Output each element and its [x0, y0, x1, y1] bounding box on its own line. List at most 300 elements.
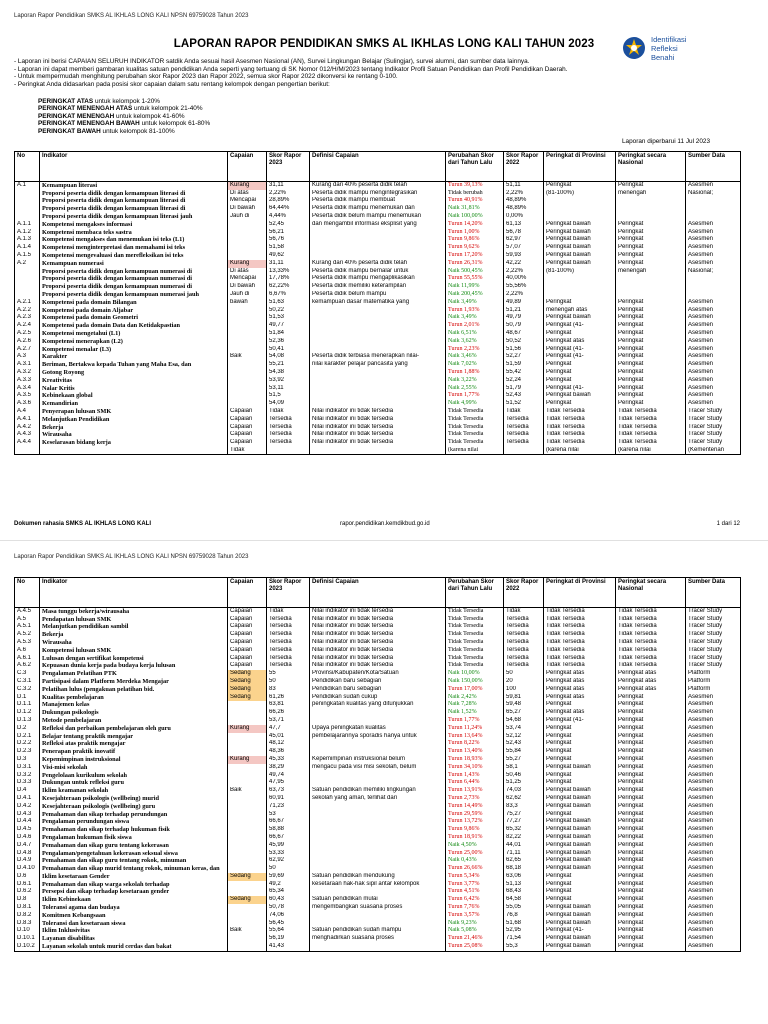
cell-sumber-data: Asesmen — [686, 346, 741, 354]
cell-sumber-data: Asesmen — [686, 260, 741, 268]
table-row — [15, 686, 741, 694]
col-header-peringkat-nasional: Peringkat secara Nasional — [616, 578, 686, 608]
table-row — [15, 400, 741, 408]
table-row — [15, 779, 741, 787]
cell-no — [15, 205, 40, 213]
cell-peringkat-nasional: Peringkat — [616, 811, 686, 819]
cell-indikator: Proporsi peserta didik dengan kemampuan numerasi di — [40, 283, 228, 291]
cell-no: D.10.1 — [15, 935, 40, 943]
cell-skor-2023: 56,76 — [267, 236, 310, 244]
cell-indikator: Pemahaman dan sikap guru tentang rokok, minuman — [40, 857, 228, 865]
cell-skor-2023: 56,45 — [267, 920, 310, 928]
cell-definisi: Nilai indikator ini tidak tersedia — [310, 647, 446, 655]
cell-peringkat-provinsi: Peringkat — [544, 330, 616, 338]
cell-skor-2023: 54,38 — [267, 369, 310, 377]
cell-definisi — [310, 826, 446, 834]
table-row — [15, 275, 741, 283]
ranking-level: PERINGKAT MENENGAH BAWAH untuk kelompok 61-80% — [38, 120, 211, 128]
cell-indikator: Dukungan untuk refleksi guru — [40, 779, 228, 787]
cell-sumber-data: Tracer Study — [686, 408, 741, 416]
cell-perubahan: Turun 17,20% — [446, 252, 504, 260]
cell-peringkat-provinsi: Tidak Tersedia — [544, 408, 616, 416]
cell-indikator: Metode pembelajaran — [40, 717, 228, 725]
cell-capaian — [228, 935, 267, 943]
cell-capaian: Capaian — [228, 647, 267, 655]
cell-perubahan: Turun 34,10% — [446, 764, 504, 772]
cell-indikator: Kompetensi membaca teks sastra — [40, 229, 228, 237]
cell-skor-2022: 55,56% — [504, 283, 544, 291]
cell-definisi: Satuan pendidikan mendukung — [310, 873, 446, 881]
cell-perubahan: Naik 9,23% — [446, 920, 504, 928]
cell-indikator: Toleransi dan kesetaraan siswa — [40, 920, 228, 928]
cell-skor-2022: 2,22% — [504, 268, 544, 276]
table-row — [15, 346, 741, 354]
cell-indikator: Kompetensi pada domain Aljabar — [40, 307, 228, 315]
cell-peringkat-nasional: Tidak Tersedia — [616, 416, 686, 424]
cell-peringkat-provinsi: Peringkat bawah — [544, 943, 616, 951]
cell-skor-2023: 53,71 — [267, 717, 310, 725]
cell-perubahan: Turun 9,86% — [446, 826, 504, 834]
cell-sumber-data: Asesmen — [686, 182, 741, 190]
cell-perubahan: Turun 1,00% — [446, 229, 504, 237]
cell-peringkat-provinsi: Peringkat atas — [544, 338, 616, 346]
cell-peringkat-nasional: Peringkat — [616, 865, 686, 873]
cell-capaian — [228, 307, 267, 315]
cell-peringkat-nasional: Peringkat — [616, 795, 686, 803]
cell-skor-2023: 13,33% — [267, 268, 310, 276]
cell-no — [15, 283, 40, 291]
cell-no — [15, 275, 40, 283]
cell-sumber-data: Asesmen — [686, 314, 741, 322]
cell-perubahan: Tidak Tersedia — [446, 655, 504, 663]
cell-peringkat-provinsi: Peringkat bawah — [544, 787, 616, 795]
table-row — [15, 377, 741, 385]
cell-perubahan: Naik 150,00% — [446, 678, 504, 686]
cell-indikator: Melanjutkan Pendidikan — [40, 416, 228, 424]
cell-peringkat-nasional: Peringkat — [616, 709, 686, 717]
cell-capaian — [228, 912, 267, 920]
table-row — [15, 283, 741, 291]
cell-perubahan: Turun 18,91% — [446, 834, 504, 842]
cell-perubahan: Naik 7,28% — [446, 701, 504, 709]
cell-peringkat-provinsi: Peringkat (41- — [544, 322, 616, 330]
cell-peringkat-nasional: Peringkat — [616, 392, 686, 400]
cell-definisi: Satuan pendidikan sudah mampu — [310, 927, 446, 935]
cell-indikator: Pemahaman dan sikap warga sekolah terhadap — [40, 881, 228, 889]
cell-peringkat-nasional: Peringkat — [616, 920, 686, 928]
cell-peringkat-nasional: Peringkat — [616, 787, 686, 795]
col-header-skor-2023: Skor Rapor 2023 — [267, 152, 310, 182]
cell-definisi — [310, 740, 446, 748]
intro-line: - Laporan ini berisi CAPAIAN SELURUH INDIKATOR satdik Anda sesuai hasil Asesmen Nasional (AN), Survei Lingkungan Belajar (Sulingjar), survei alumni, dan sumber data lainnya. — [14, 58, 530, 65]
cell-definisi: Nilai indikator ini tidak tersedia — [310, 431, 446, 439]
cell-definisi: mengacu pada visi misi sekolah, belum — [310, 764, 446, 772]
cell-no — [15, 268, 40, 276]
cell-capaian — [228, 252, 267, 260]
cell-peringkat-nasional: (karena nilai — [616, 447, 686, 455]
cell-indikator: Pengalaman hukuman fisik siswa — [40, 834, 228, 842]
col-header-definisi: Definisi Capaian — [310, 152, 446, 182]
table-row — [15, 322, 741, 330]
cell-capaian — [228, 400, 267, 408]
cell-skor-2022: Tersedia — [504, 431, 544, 439]
cell-indikator: Toleransi agama dan budaya — [40, 904, 228, 912]
cell-skor-2022: 20 — [504, 678, 544, 686]
cell-definisi: Kurang dari 40% peserta didik telah — [310, 182, 446, 190]
cell-skor-2022: 62,65 — [504, 857, 544, 865]
cell-peringkat-provinsi — [544, 291, 616, 299]
table-header-row — [15, 578, 741, 608]
cell-no: D.4.9 — [15, 857, 40, 865]
cell-skor-2022: 59,48 — [504, 701, 544, 709]
table-row — [15, 904, 741, 912]
cell-no: A.2.3 — [15, 314, 40, 322]
cell-capaian: Kurang — [228, 182, 267, 190]
cell-no: A.3.1 — [15, 361, 40, 369]
cell-peringkat-nasional: Peringkat — [616, 772, 686, 780]
cell-peringkat-nasional: Peringkat — [616, 369, 686, 377]
cell-capaian — [228, 733, 267, 741]
cell-definisi — [310, 252, 446, 260]
intro-notes — [14, 58, 714, 88]
cell-peringkat-nasional — [616, 283, 686, 291]
table-row — [15, 662, 741, 670]
cell-capaian: Baik — [228, 787, 267, 795]
cell-indikator: Kompetensi menginterpretasi dan memahami isi teks — [40, 244, 228, 252]
cell-capaian — [228, 314, 267, 322]
table-row — [15, 826, 741, 834]
cell-sumber-data: Asesmen — [686, 803, 741, 811]
cell-definisi — [310, 772, 446, 780]
cell-skor-2022: 59,93 — [504, 252, 544, 260]
cell-no: D.1.1 — [15, 701, 40, 709]
cell-skor-2022: 50,52 — [504, 338, 544, 346]
cell-skor-2023: 66,67 — [267, 818, 310, 826]
cell-capaian — [228, 920, 267, 928]
cell-skor-2022: Tersedia — [504, 647, 544, 655]
cell-definisi: Nilai indikator ini tidak tersedia — [310, 623, 446, 631]
cell-skor-2023: 63,81 — [267, 701, 310, 709]
cell-peringkat-provinsi: Tidak Tersedia — [544, 623, 616, 631]
cell-peringkat-nasional: Peringkat — [616, 717, 686, 725]
cell-sumber-data: Asesmen — [686, 772, 741, 780]
cell-peringkat-provinsi: Tidak Tersedia — [544, 662, 616, 670]
cell-capaian: Sedang — [228, 678, 267, 686]
cell-definisi — [310, 377, 446, 385]
col-header-definisi: Definisi Capaian — [310, 578, 446, 608]
cell-indikator: Kepemimpinan instruksional — [40, 756, 228, 764]
cell-skor-2023: 51,5 — [267, 392, 310, 400]
cell-peringkat-nasional — [616, 291, 686, 299]
cell-no: D.4.5 — [15, 826, 40, 834]
cell-sumber-data: Asesmen — [686, 811, 741, 819]
table-row — [15, 717, 741, 725]
cell-capaian — [228, 236, 267, 244]
cell-skor-2023: 4,44% — [267, 213, 310, 221]
cell-peringkat-provinsi: Peringkat (41- — [544, 385, 616, 393]
cell-peringkat-provinsi: Tidak Tersedia — [544, 639, 616, 647]
cell-capaian — [228, 857, 267, 865]
cell-peringkat-nasional: Peringkat atas — [616, 670, 686, 678]
cell-peringkat-nasional: Tidak Tersedia — [616, 623, 686, 631]
cell-peringkat-provinsi: Peringkat — [544, 873, 616, 881]
cell-definisi — [310, 779, 446, 787]
footer-page-number: 1 dari 12 — [716, 521, 740, 527]
cell-capaian — [228, 330, 267, 338]
cell-peringkat-nasional: Peringkat — [616, 338, 686, 346]
cell-skor-2022: 48,89% — [504, 205, 544, 213]
cell-definisi — [310, 338, 446, 346]
cell-indikator: Proporsi peserta didik dengan kemampuan numerasi di — [40, 268, 228, 276]
table-row — [15, 338, 741, 346]
cell-definisi: Peserta didik belum mampu menemukan — [310, 213, 446, 221]
cell-indikator: Melanjutkan pendidikan sambil — [40, 623, 228, 631]
cell-skor-2023 — [267, 447, 310, 455]
cell-skor-2023: 53,33 — [267, 850, 310, 858]
cell-skor-2022: 51,79 — [504, 385, 544, 393]
cell-indikator: Kompetensi pada domain Data dan Ketidakpastian — [40, 322, 228, 330]
cell-skor-2022: 52,43 — [504, 392, 544, 400]
cell-indikator: Proporsi peserta didik dengan kemampuan literasi di — [40, 190, 228, 198]
table-row — [15, 616, 741, 624]
table-row — [15, 655, 741, 663]
cell-no: D.10.2 — [15, 943, 40, 951]
cell-skor-2022: 64,58 — [504, 896, 544, 904]
table-header-row — [15, 152, 741, 182]
cell-no: D.8.3 — [15, 920, 40, 928]
cell-perubahan: Turun 55,55% — [446, 275, 504, 283]
col-header-skor-2022: Skor Rapor 2022 — [504, 578, 544, 608]
cell-skor-2022: Tersedia — [504, 639, 544, 647]
cell-definisi: Nilai indikator ini tidak tersedia — [310, 631, 446, 639]
table-row — [15, 330, 741, 338]
cell-skor-2022: 55,84 — [504, 748, 544, 756]
cell-no: D.4.2 — [15, 803, 40, 811]
table-row — [15, 424, 741, 432]
cell-peringkat-nasional: Peringkat — [616, 299, 686, 307]
cell-perubahan: Turun 13,40% — [446, 748, 504, 756]
cell-no: A.2.4 — [15, 322, 40, 330]
cell-no — [15, 197, 40, 205]
cell-peringkat-provinsi — [544, 275, 616, 283]
table-row — [15, 842, 741, 850]
col-header-indikator: Indikator — [40, 152, 228, 182]
cell-capaian — [228, 888, 267, 896]
cell-sumber-data: Asesmen — [686, 873, 741, 881]
cell-sumber-data: Asesmen — [686, 299, 741, 307]
cell-sumber-data: Asesmen — [686, 330, 741, 338]
cell-skor-2023: 53,11 — [267, 385, 310, 393]
cell-skor-2022: 61,13 — [504, 221, 544, 229]
table-row — [15, 772, 741, 780]
cell-indikator: Partisipasi dalam Platform Merdeka Mengajar — [40, 678, 228, 686]
indicator-table-2 — [14, 577, 741, 952]
cell-indikator: Masa tunggu bekerja/wirausaha — [40, 608, 228, 616]
cell-peringkat-nasional: Peringkat — [616, 377, 686, 385]
intro-line: - Laporan ini dapat memberi gambaran kualitas satuan pendidikan Anda seperti yang tertuang di SK Nomor 012/H/M/2023 tentang Indikator Profil Satuan Pendidikan dan Profil Pendidikan Daerah. — [14, 65, 568, 73]
cell-definisi: Satuan pendidikan mulai — [310, 896, 446, 904]
cell-skor-2022: 83,3 — [504, 803, 544, 811]
cell-indikator: Layanan sekolah untuk murid cerdas dan bakat — [40, 943, 228, 951]
cell-sumber-data: Tracer Study — [686, 623, 741, 631]
cell-sumber-data: Asesmen — [686, 733, 741, 741]
cell-skor-2022: 51,59 — [504, 361, 544, 369]
cell-no: D.3.3 — [15, 779, 40, 787]
cell-sumber-data: Asesmen — [686, 850, 741, 858]
table-row — [15, 701, 741, 709]
cell-skor-2022: 74,03 — [504, 787, 544, 795]
cell-skor-2023: 59,69 — [267, 873, 310, 881]
cell-no: A.1.1 — [15, 221, 40, 229]
cell-peringkat-nasional: Peringkat — [616, 260, 686, 268]
cell-sumber-data: Asesmen — [686, 764, 741, 772]
cell-definisi: pembelajarannya sporadis hanya untuk — [310, 733, 446, 741]
cell-skor-2022: 51,21 — [504, 307, 544, 315]
cell-definisi — [310, 314, 446, 322]
cell-sumber-data: Platform — [686, 678, 741, 686]
cell-capaian: Sedang — [228, 686, 267, 694]
cell-indikator: Kreativitas — [40, 377, 228, 385]
cell-sumber-data: (Kementerian — [686, 447, 741, 455]
cell-skor-2022: Tersedia — [504, 439, 544, 447]
cell-indikator: Wirausaha — [40, 431, 228, 439]
cell-sumber-data: Asesmen — [686, 748, 741, 756]
table-row — [15, 912, 741, 920]
cell-skor-2022: 54,68 — [504, 717, 544, 725]
cell-perubahan: (karena nilai — [446, 447, 504, 455]
cell-capaian: Sedang — [228, 896, 267, 904]
cell-skor-2023: Tersedia — [267, 416, 310, 424]
cell-peringkat-nasional: Peringkat — [616, 346, 686, 354]
cell-indikator: Karakter — [40, 353, 228, 361]
cell-perubahan: Turun 40,91% — [446, 197, 504, 205]
cell-capaian: Capaian — [228, 608, 267, 616]
cell-definisi: Peserta didik mampu mengaplikasikan — [310, 275, 446, 283]
cell-skor-2022: 100 — [504, 686, 544, 694]
cell-perubahan: Tidak Tersedia — [446, 439, 504, 447]
cell-peringkat-nasional: Peringkat — [616, 252, 686, 260]
cell-definisi — [310, 857, 446, 865]
cell-perubahan: Tidak Tersedia — [446, 631, 504, 639]
cell-indikator: Pemahaman dan sikap murid tentang rokok, minuman keras, dan — [40, 865, 228, 873]
cell-skor-2023: 54,08 — [267, 353, 310, 361]
cell-perubahan: Turun 2,01% — [446, 322, 504, 330]
cell-no: A.3.2 — [15, 369, 40, 377]
cell-skor-2022: Tersedia — [504, 416, 544, 424]
cell-indikator: Refleksi dan perbaikan pembelajaran oleh guru — [40, 725, 228, 733]
cell-no — [15, 190, 40, 198]
cell-peringkat-nasional: Peringkat — [616, 850, 686, 858]
cell-sumber-data — [686, 213, 741, 221]
cell-indikator: Beriman, Bertakwa kepada Tuhan yang Maha Esa, dan — [40, 361, 228, 369]
cell-sumber-data — [686, 275, 741, 283]
cell-capaian — [228, 865, 267, 873]
cell-skor-2022: 52,43 — [504, 740, 544, 748]
cell-perubahan: Turun 26,66% — [446, 865, 504, 873]
cell-peringkat-provinsi: Peringkat — [544, 740, 616, 748]
col-header-capaian: Capaian — [228, 578, 267, 608]
cell-no: A.6.2 — [15, 662, 40, 670]
cell-no: D.6.2 — [15, 888, 40, 896]
cell-skor-2023: 52,36 — [267, 338, 310, 346]
cell-skor-2023: 56,21 — [267, 229, 310, 237]
cell-no: A.1 — [15, 182, 40, 190]
cell-indikator: Kompetensi mengevaluasi dan merefleksikan isi teks — [40, 252, 228, 260]
cell-capaian: Capaian — [228, 662, 267, 670]
cell-skor-2023: 47,95 — [267, 779, 310, 787]
cell-definisi: dan mengambil informasi eksplisit yang — [310, 221, 446, 229]
cell-skor-2023: Tersedia — [267, 631, 310, 639]
cell-sumber-data: Asesmen — [686, 236, 741, 244]
cell-no: A.4.3 — [15, 431, 40, 439]
cell-skor-2022: 55,42 — [504, 369, 544, 377]
cell-skor-2023: 60,91 — [267, 795, 310, 803]
cell-no: D.8.1 — [15, 904, 40, 912]
cell-perubahan: Naik 100,00% — [446, 213, 504, 221]
table-row — [15, 888, 741, 896]
cell-sumber-data: Asesmen — [686, 904, 741, 912]
cell-capaian — [228, 842, 267, 850]
cell-definisi: Nilai indikator ini tidak tersedia — [310, 408, 446, 416]
cell-peringkat-nasional: Peringkat — [616, 330, 686, 338]
cell-peringkat-nasional: Peringkat — [616, 361, 686, 369]
cell-definisi — [310, 322, 446, 330]
cell-definisi — [310, 842, 446, 850]
cell-skor-2022: 55,05 — [504, 904, 544, 912]
cell-no: A.5.3 — [15, 639, 40, 647]
cell-sumber-data: Tracer Study — [686, 439, 741, 447]
cell-sumber-data: Asesmen — [686, 834, 741, 842]
cell-peringkat-provinsi: Peringkat — [544, 725, 616, 733]
cell-no: D.4.6 — [15, 834, 40, 842]
cell-skor-2022: 75,27 — [504, 811, 544, 819]
cell-indikator: Kesejahteraan psikologis (wellbeing) murid — [40, 795, 228, 803]
footer-url[interactable]: rapor.pendidikan.kemdikbud.go.id — [340, 521, 430, 527]
cell-indikator: Kompetensi menalar (L3) — [40, 346, 228, 354]
table-row — [15, 935, 741, 943]
cell-skor-2023: Tersedia — [267, 662, 310, 670]
cell-peringkat-nasional: Peringkat — [616, 818, 686, 826]
cell-peringkat-nasional — [616, 205, 686, 213]
table-row — [15, 873, 741, 881]
cell-indikator: Gotong Royong — [40, 369, 228, 377]
cell-peringkat-nasional: Tidak Tersedia — [616, 655, 686, 663]
cell-skor-2023: 60,43 — [267, 896, 310, 904]
cell-capaian: Capaian — [228, 431, 267, 439]
cell-indikator: Layanan disabilitas — [40, 935, 228, 943]
cell-perubahan: Naik 4,50% — [446, 842, 504, 850]
cell-peringkat-nasional: Tidak Tersedia — [616, 639, 686, 647]
cell-perubahan: Turun 8,22% — [446, 740, 504, 748]
cell-definisi — [310, 392, 446, 400]
cell-skor-2022: 62,97 — [504, 236, 544, 244]
cell-sumber-data: Asesmen — [686, 307, 741, 315]
cell-peringkat-provinsi: Peringkat atas — [544, 694, 616, 702]
cell-no: C.3.1 — [15, 678, 40, 686]
cell-no: A.1.3 — [15, 236, 40, 244]
cell-sumber-data: Nasional; — [686, 190, 741, 198]
cell-definisi — [310, 447, 446, 455]
cell-no: A.2.2 — [15, 307, 40, 315]
cell-perubahan: Naik 4,99% — [446, 400, 504, 408]
cell-peringkat-provinsi: Tidak Tersedia — [544, 647, 616, 655]
cell-peringkat-nasional: Peringkat — [616, 385, 686, 393]
cell-peringkat-provinsi: Peringkat bawah — [544, 857, 616, 865]
cell-sumber-data: Asesmen — [686, 709, 741, 717]
cell-skor-2022: Tersedia — [504, 631, 544, 639]
cell-peringkat-provinsi: Peringkat atas — [544, 678, 616, 686]
cell-peringkat-provinsi: Peringkat — [544, 756, 616, 764]
